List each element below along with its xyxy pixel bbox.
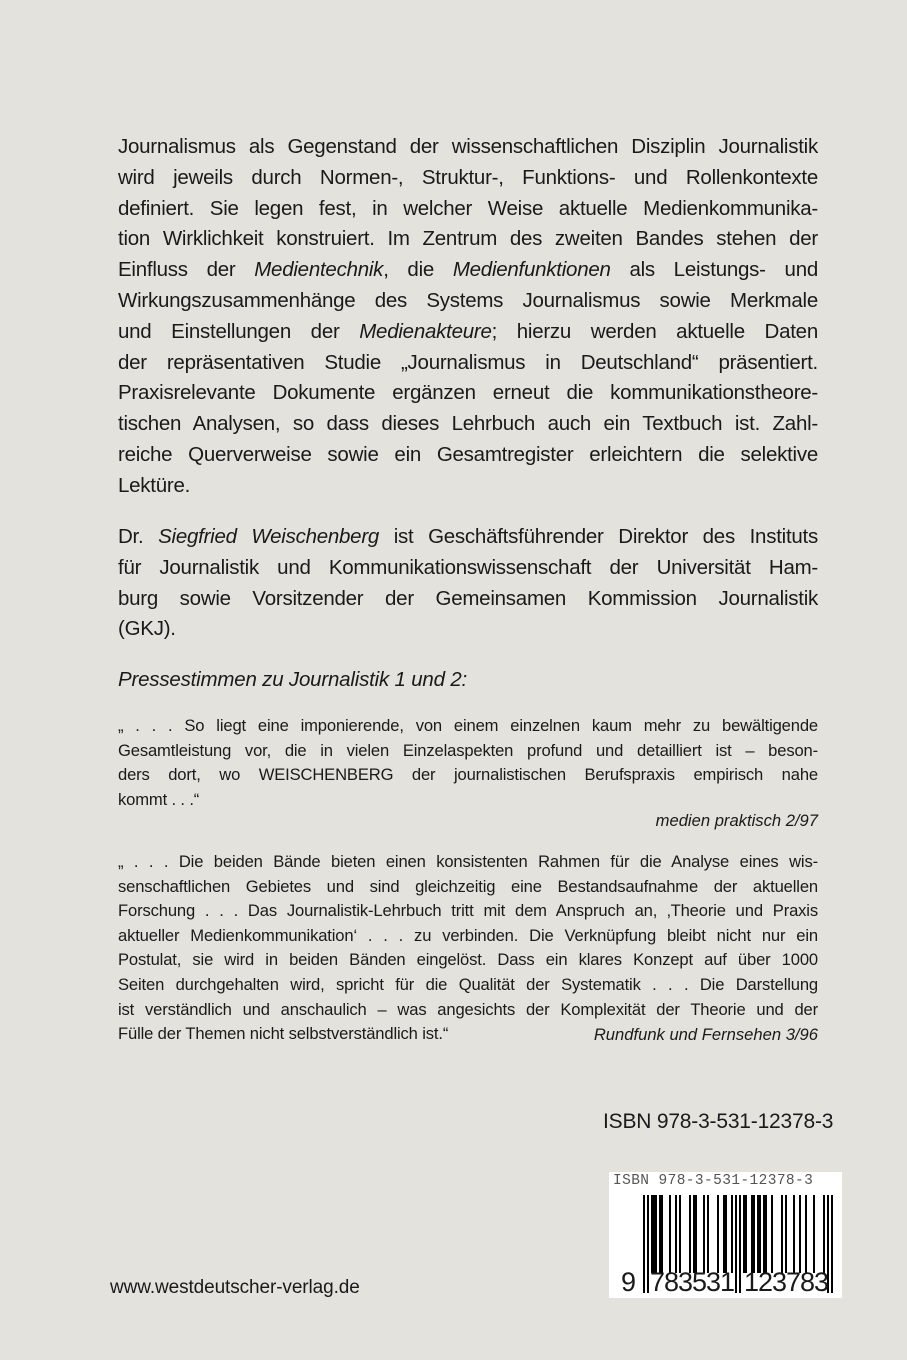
text-line: [118, 924, 818, 949]
text-line: [118, 224, 818, 255]
barcode-bar: [735, 1195, 737, 1293]
text-line: [118, 875, 818, 900]
text: definiert. Sie legen fest, in welcher Weise aktuelle Medienkommunika-: [118, 196, 818, 220]
barcode-bar: [805, 1195, 807, 1273]
text: Wirkungszusammenhänge des Systems Journalismus sowie Merkmale: [118, 288, 818, 312]
italic-text: Medientechnik: [254, 258, 384, 282]
text: wird jeweils durch Normen-, Struktur-, Funktions- und Rollenkontexte: [118, 165, 818, 189]
press-quote-1: [118, 714, 818, 812]
italic-text: Medienakteure: [359, 319, 492, 343]
barcode-bar: [799, 1195, 801, 1273]
text-line: [118, 194, 818, 225]
barcode-bar: [655, 1195, 657, 1273]
barcode-digit: 7: [650, 1267, 666, 1297]
barcode-digit: 8: [664, 1267, 680, 1297]
quote-source: medien praktisch 2/97: [655, 811, 818, 830]
text: Praxisrelevante Dokumente ergänzen erneut die kommunikationstheore-: [118, 381, 818, 405]
text-line: [118, 163, 818, 194]
barcode-bar: [679, 1195, 681, 1273]
barcode-bar: [731, 1195, 733, 1273]
blurb-paragraph: [118, 132, 818, 502]
italic-text: Siegfried Weischenberg: [158, 525, 380, 548]
barcode-bar: [693, 1195, 695, 1273]
barcode-bar: [723, 1195, 725, 1273]
barcode-bar: [689, 1195, 691, 1273]
text: Lektüre.: [118, 473, 191, 497]
text: aktueller Medienkommunikation‘ . . . zu verbinden. Die Verknüpfung bleibt nicht nur ein: [118, 925, 818, 945]
barcode-digit: 3: [678, 1267, 694, 1297]
barcode-bar: [669, 1195, 671, 1273]
text: ist verständlich und anschaulich – was angesichts der Komplexität der Theorie und der: [118, 999, 818, 1019]
text-line: [118, 899, 818, 924]
text-line: [118, 522, 818, 553]
barcode-bar: [765, 1195, 767, 1273]
text-line: [118, 614, 818, 645]
publisher-url: www.westdeutscher-verlag.de: [110, 1277, 360, 1298]
text-line: [118, 348, 818, 379]
barcode-bar: [759, 1195, 761, 1273]
isbn-text: ISBN 978-3-531-12378-3: [603, 1110, 834, 1133]
text: als Leistungs- und: [610, 258, 818, 282]
barcode-isbn-label: ISBN 978-3-531-12378-3: [613, 1173, 814, 1189]
text-line: [118, 255, 818, 286]
barcode-bar: [717, 1195, 719, 1273]
text: Forschung . . . Das Journalistik-Lehrbuch tritt mit dem Anspruch an, ‚Theorie und Praxis: [118, 901, 818, 921]
barcode-bar: [753, 1195, 755, 1273]
barcode-bar: [763, 1195, 765, 1273]
barcode-bar: [793, 1195, 795, 1273]
text: tischen Analysen, so dass dieses Lehrbuch auch ein Textbuch ist. Zahl-: [118, 412, 818, 436]
text-line: [118, 553, 818, 584]
barcode-bar: [771, 1195, 773, 1273]
press-quote-2: [118, 850, 818, 1047]
barcode-bar: [659, 1195, 661, 1273]
barcode-digit: 3: [772, 1267, 788, 1297]
text-line: [118, 440, 818, 471]
text: ist Geschäftsführender Direktor des Instituts: [379, 525, 818, 548]
text: ; hierzu werden aktuelle Daten: [491, 319, 818, 343]
barcode-digit: 5: [692, 1267, 708, 1297]
text-line: [118, 286, 818, 317]
barcode-bar: [823, 1195, 825, 1273]
text-line: [118, 788, 818, 813]
text-line: [118, 317, 818, 348]
text: für Journalistik und Kommunikationswissenschaft der Universität Ham-: [118, 555, 818, 579]
text: ders dort, wo WEISCHENBERG der journalistischen Berufspraxis empirisch nahe: [118, 765, 818, 785]
barcode-bar: [813, 1195, 815, 1273]
press-heading: Pressestimmen zu Journalistik 1 und 2:: [118, 668, 468, 691]
barcode: [609, 1172, 842, 1298]
press-quote-2-source: [118, 1025, 818, 1045]
text: reiche Querverweise sowie ein Gesamtregister erleichtern die selektive: [118, 442, 818, 466]
text-line: [118, 998, 818, 1023]
barcode-bar: [651, 1195, 653, 1273]
text-line: [118, 471, 818, 502]
barcode-digit: 3: [706, 1267, 722, 1297]
barcode-bar: [695, 1195, 697, 1273]
text: und Einstellungen der: [118, 319, 360, 343]
barcode-bar: [751, 1195, 753, 1273]
barcode-bar: [647, 1195, 649, 1293]
barcode-bar: [757, 1195, 759, 1273]
text: „ . . . So liegt eine imponierende, von einem einzelnen kaum mehr zu bewältigende: [118, 716, 818, 735]
barcode-bar: [781, 1195, 783, 1273]
text: kommt . . .“: [118, 789, 200, 809]
barcode-bar: [743, 1195, 745, 1273]
text-line: [118, 409, 818, 440]
barcode-digit: 7: [786, 1267, 802, 1297]
text: „ . . . Die beiden Bände bieten einen konsistenten Rahmen für die Analyse eines wis-: [118, 852, 818, 871]
barcode-digit: 1: [744, 1267, 760, 1297]
text: Seiten durchgehalten wird, spricht für die Qualität der Systematik . . . Die Darstellung: [118, 974, 818, 994]
barcode-digit: 9: [621, 1267, 637, 1297]
text: Dr.: [118, 525, 159, 548]
text: burg sowie Vorsitzender der Gemeinsamen Kommission Journalistik: [118, 586, 818, 610]
text: Journalismus als Gegenstand der wissenschaftlichen Disziplin Journalistik: [118, 135, 818, 158]
barcode-digit: 8: [800, 1267, 816, 1297]
italic-text: Medienfunktionen: [452, 258, 611, 282]
barcode-bar: [831, 1195, 833, 1293]
barcode-bar: [661, 1195, 663, 1273]
text: (GKJ).: [118, 617, 176, 641]
barcode-digit: 3: [814, 1267, 830, 1297]
text-line: [118, 714, 818, 739]
barcode-bar: [703, 1195, 705, 1273]
author-paragraph: [118, 522, 818, 645]
barcode-bar: [739, 1195, 741, 1293]
text-line: [118, 378, 818, 409]
text-line: [118, 973, 818, 998]
text-line: [118, 132, 818, 163]
barcode-digit: 1: [720, 1267, 736, 1297]
text-line: [118, 850, 818, 875]
barcode-digit: 2: [758, 1267, 774, 1297]
text-line: [118, 584, 818, 615]
barcode-bar: [643, 1195, 645, 1293]
text: , die: [383, 258, 453, 282]
text-line: [118, 948, 818, 973]
text: der repräsentativen Studie „Journalismus in Deutschland“ präsentiert.: [118, 350, 818, 374]
text-line: [118, 739, 818, 764]
text: senschaftlichen Gebietes und sind gleichzeitig eine Bestandsaufnahme der aktuellen: [118, 876, 818, 896]
text: Fülle der Themen nicht selbstverständlich ist.“: [118, 1024, 449, 1044]
text: Postulat, sie wird in beiden Bänden eingelöst. Dass ein klares Konzept auf über 1000: [118, 950, 818, 970]
barcode-bar: [745, 1195, 747, 1273]
barcode-bar: [785, 1195, 787, 1273]
text: Gesamtleistung vor, die in vielen Einzelaspekten profund und detailliert ist – beson-: [118, 740, 818, 760]
barcode-bar: [675, 1195, 677, 1273]
barcode-bar: [725, 1195, 727, 1273]
barcode-bar: [653, 1195, 655, 1273]
text: Einfluss der: [118, 258, 255, 282]
text: tion Wirklichkeit konstruiert. Im Zentrum des zweiten Bandes stehen der: [118, 227, 818, 251]
press-quote-1-source: [118, 811, 818, 831]
text-line: [118, 763, 818, 788]
quote-source: Rundfunk und Fernsehen 3/96: [593, 1025, 818, 1044]
barcode-bar: [707, 1195, 709, 1273]
